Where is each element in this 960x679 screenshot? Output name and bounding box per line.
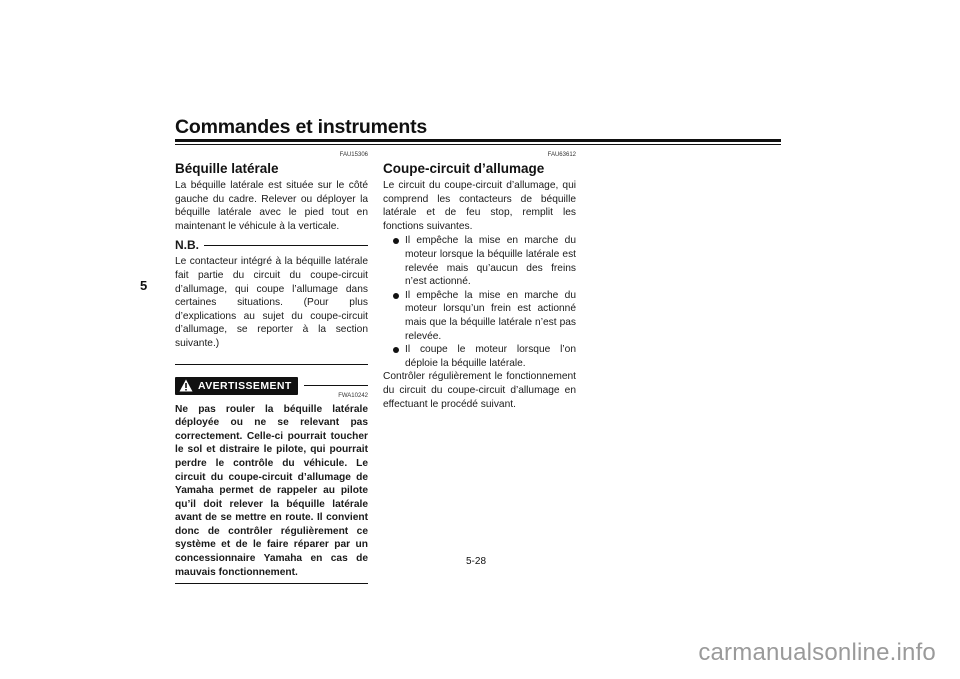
nb-end-divider bbox=[175, 364, 368, 365]
page-title: Commandes et instruments bbox=[175, 116, 428, 138]
right-column bbox=[383, 151, 576, 411]
coupe-circuit-outro-text: Contrôler régulièrement le fonctionnement du circuit du coupe-circuit d’allumage en effectuant le procédé suivant. bbox=[383, 371, 576, 410]
bullet-icon bbox=[393, 238, 399, 244]
list-item bbox=[383, 234, 576, 288]
section-code: FAU15306 bbox=[339, 152, 368, 158]
coupe-circuit-intro-text: Le circuit du coupe-circuit d’allumage, qui comprend les contacteurs de béquille latérale et de feu stop, remplit les fonctions suivantes. bbox=[383, 180, 576, 232]
warning-triangle-icon bbox=[179, 379, 193, 392]
nb-header bbox=[175, 238, 368, 252]
bullet-icon bbox=[393, 293, 399, 299]
warning-text: Ne pas rouler la béquille latérale déployée ou ne se relevant pas correctement. Celle-ci pourrait toucher le sol et distraire le pilote, qui pourrait perdre le contrôle du véhicule. Le circuit du coupe-circuit d’allumage de Yamaha permet de rappeler au pilote qu’il doit relever la béquille latérale avant de se mettre en route. Il convient donc de contrôler régulièrement ce système et de le faire réparer par un concessionnaire Yamaha en cas de mauvais fonctionnement. bbox=[175, 403, 368, 578]
list-item bbox=[383, 343, 576, 370]
section-code: FAU63612 bbox=[547, 152, 576, 158]
list-item bbox=[383, 289, 576, 343]
header-rule-thick bbox=[175, 139, 781, 142]
chapter-tab: 5 bbox=[140, 278, 148, 293]
section-title-bequille: Béquille latérale bbox=[175, 161, 279, 176]
watermark: carmanualsonline.info bbox=[698, 639, 936, 666]
page-number: 5-28 bbox=[466, 556, 487, 567]
list-item-text: Il coupe le moteur lorsque l’on déploie la béquille latérale. bbox=[405, 344, 576, 369]
warning-code: FWA10242 bbox=[338, 392, 368, 399]
nb-text: Le contacteur intégré à la béquille latérale fait partie du circuit du coupe-circuit d’allumage, qui coupe l’allumage dans certaines situations. (Pour plus d’explications au sujet du coupe-circuit d’allumage, se reporter à la section suivante.) bbox=[175, 256, 368, 349]
function-list bbox=[383, 234, 576, 370]
bequille-intro-text: La béquille latérale est située sur le côté gauche du cadre. Relever ou déployer la béquille latérale avec le pied tout en maintenant le véhicule à la verticale. bbox=[175, 180, 368, 232]
nb-label: N.B. bbox=[175, 238, 199, 253]
bullet-icon bbox=[393, 347, 399, 353]
left-column bbox=[175, 151, 368, 584]
list-item-text: Il empêche la mise en marche du moteur lorsque la béquille latérale est relevée mais qu’aucun des freins n’est actionné. bbox=[405, 235, 576, 288]
warning-label: AVERTISSEMENT bbox=[198, 379, 292, 392]
warning-badge bbox=[175, 377, 298, 395]
warning-divider bbox=[304, 385, 368, 386]
nb-divider bbox=[204, 245, 368, 246]
list-item-text: Il empêche la mise en marche du moteur lorsqu’un frein est actionné mais que la béquille latérale n’est pas relevée. bbox=[405, 289, 576, 342]
section-title-coupe-circuit: Coupe-circuit d’allumage bbox=[383, 161, 545, 176]
header-rule-thin bbox=[175, 144, 781, 145]
warning-end-divider bbox=[175, 583, 368, 584]
